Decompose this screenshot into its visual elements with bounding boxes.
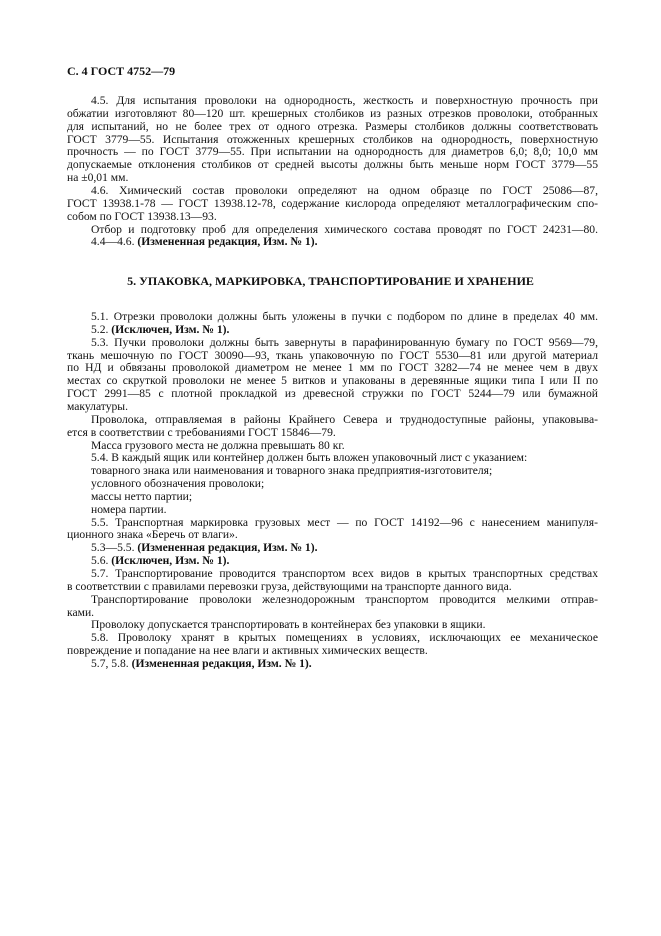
text-line: [91, 567, 598, 580]
text-line: [91, 323, 598, 336]
text-line: [91, 235, 598, 248]
text-line: [91, 657, 598, 670]
line-text: ется в соответствии с требованиями ГОСТ 15846—79.: [67, 425, 336, 439]
text-line: [91, 516, 598, 529]
line-text: допускаемые отклонения столбиков от средней высоты должны быть меньше норм ГОСТ 3779—55: [67, 158, 598, 172]
text-line: [67, 644, 598, 657]
text-line: [91, 503, 598, 516]
text-line: [67, 400, 598, 413]
line-text: Масса грузового места не должна превышать 80 кг.: [91, 438, 345, 452]
text-line: [91, 490, 598, 503]
amendment-note: (Измененная редакция, Изм. № 1).: [137, 541, 318, 555]
text-line: [91, 451, 598, 464]
amendment-note: (Измененная редакция, Изм. № 1).: [137, 235, 318, 249]
text-line: [91, 464, 598, 477]
text-line: [91, 413, 598, 426]
text-line: [67, 349, 598, 362]
line-text: обжатии изготовляют 80—120 шт. крешерных столбиков из разных отрезков проволоки, отобранных: [67, 106, 598, 120]
amendment-note: (Исключен, Изм. № 1).: [111, 554, 230, 568]
line-text: 4.4—4.6.: [91, 235, 138, 249]
line-text: ГОСТ 2991—85 с плотной прокладкой из древесной стружки по ГОСТ 5244—79 или бумажной: [67, 387, 598, 401]
text-line: [91, 541, 598, 554]
line-text: прочность — по ГОСТ 3779—55. При испытании на однородность для диаметров 6,0; 8,0; 10,0 мм: [67, 145, 598, 159]
line-text: Проволока, отправляемая в районы Крайнего Севера и труднодоступные районы, упаковыва-: [91, 412, 598, 426]
line-text: ционного знака «Беречь от влаги».: [67, 528, 238, 542]
line-text: условного обозначения проволоки;: [91, 477, 265, 491]
section-heading: 5. УПАКОВКА, МАРКИРОВКА, ТРАНСПОРТИРОВАНИЕ И ХРАНЕНИЕ: [127, 274, 534, 288]
text-line: [91, 618, 598, 631]
line-text: 5.7. Транспортирование проводится транспортом всех видов в крытых транспортных средствах: [91, 567, 598, 580]
text-line: [67, 107, 598, 120]
text-line: [67, 606, 598, 619]
text-line: [67, 361, 598, 374]
text-line: [91, 94, 598, 107]
text-line: [91, 477, 598, 490]
line-text: 4.5. Для испытания проволоки на однородность, жесткость и поверхностную прочность при: [91, 94, 598, 107]
line-text: ками.: [67, 605, 95, 619]
text-line: [91, 336, 598, 349]
text-line: [91, 439, 598, 452]
line-text: Проволоку допускается транспортировать в контейнерах без упаковки в ящики.: [91, 618, 486, 632]
text-line: [67, 210, 598, 223]
line-text: в соответствии с правилами перевозки груза, действующими на транспорте данного вида.: [67, 579, 512, 593]
line-text: номера партии.: [91, 502, 167, 516]
line-text: 4.6. Химический состав проволоки определяют на одном образце по ГОСТ 25086—87,: [91, 183, 598, 197]
text-line: [67, 145, 598, 158]
line-text: 5.7, 5.8.: [91, 656, 132, 670]
amendment-note: (Измененная редакция, Изм. № 1).: [131, 656, 312, 670]
line-text: собом по ГОСТ 13938.13—93.: [67, 209, 217, 223]
line-text: ткань мешочную по ГОСТ 30090—93, ткань упаковочную по ГОСТ 5530—81 или другой материал: [67, 348, 598, 362]
text-line: [67, 158, 598, 171]
line-text: местах со скруткой проволоки не менее 5 витков и упакованы в деревянные ящики типа I или II по: [67, 374, 598, 388]
line-text: 5.4. В каждый ящик или контейнер должен быть вложен упаковочный лист с указанием:: [91, 451, 528, 465]
line-text: 5.1. Отрезки проволоки должны быть уложены в пучки с подбором по длине в пределах 40 мм.: [91, 310, 598, 323]
line-text: Транспортирование проволоки железнодорожным транспортом проводится мелкими отправ-: [91, 592, 598, 606]
text-line: [91, 631, 598, 644]
line-text: 5.3. Пучки проволоки должны быть завернуты в парафинированную бумагу по ГОСТ 9569—79,: [91, 335, 598, 349]
line-text: товарного знака или наименования и товарного знака предприятия-изготовителя;: [91, 464, 493, 478]
text-line: [91, 593, 598, 606]
line-text: для испытаний, но не более трех от одного отрезка. Размеры столбиков должны соответствовать: [67, 119, 598, 133]
text-line: [67, 171, 598, 184]
text-line: [67, 528, 598, 541]
line-text: 5.8. Проволоку хранят в крытых помещениях в условиях, исключающих ее механическое: [91, 631, 598, 645]
line-text: массы нетто партии;: [91, 489, 193, 503]
line-text: 5.2.: [91, 322, 112, 336]
text-line: [91, 223, 598, 236]
text-line: [67, 120, 598, 133]
page-header: С. 4 ГОСТ 4752—79: [67, 64, 176, 78]
text-line: [91, 184, 598, 197]
text-line: [67, 426, 598, 439]
amendment-note: (Исключен, Изм. № 1).: [111, 322, 230, 336]
text-line: [67, 387, 598, 400]
text-line: [91, 310, 598, 323]
line-text: ГОСТ 3779—55. Испытания отожженных крешерных столбиков на однородность, поверхностную: [67, 132, 598, 146]
text-line: [67, 374, 598, 387]
line-text: по НД и обвязаны проволокой диаметром не менее 1 мм по ГОСТ 3282—74 не менее чем в двух: [67, 361, 598, 375]
text-line: [67, 133, 598, 146]
line-text: 5.6.: [91, 554, 112, 568]
line-text: повреждение и попадание на нее влаги и активных химических веществ.: [67, 644, 428, 658]
line-text: макулатуры.: [67, 399, 128, 413]
line-text: на ±0,01 мм.: [67, 171, 129, 185]
line-text: 5.3—5.5.: [91, 541, 138, 555]
text-line: [67, 580, 598, 593]
text-line: [91, 554, 598, 567]
line-text: Отбор и подготовку проб для определения химического состава проводят по ГОСТ 24231—80.: [91, 222, 598, 236]
line-text: 5.5. Транспортная маркировка грузовых мест — по ГОСТ 14192—96 с нанесением манипуля-: [91, 515, 598, 529]
line-text: ГОСТ 13938.1-78 — ГОСТ 13938.12-78, содержание кислорода определяют металлографическим спо-: [67, 196, 598, 210]
text-line: [67, 197, 598, 210]
